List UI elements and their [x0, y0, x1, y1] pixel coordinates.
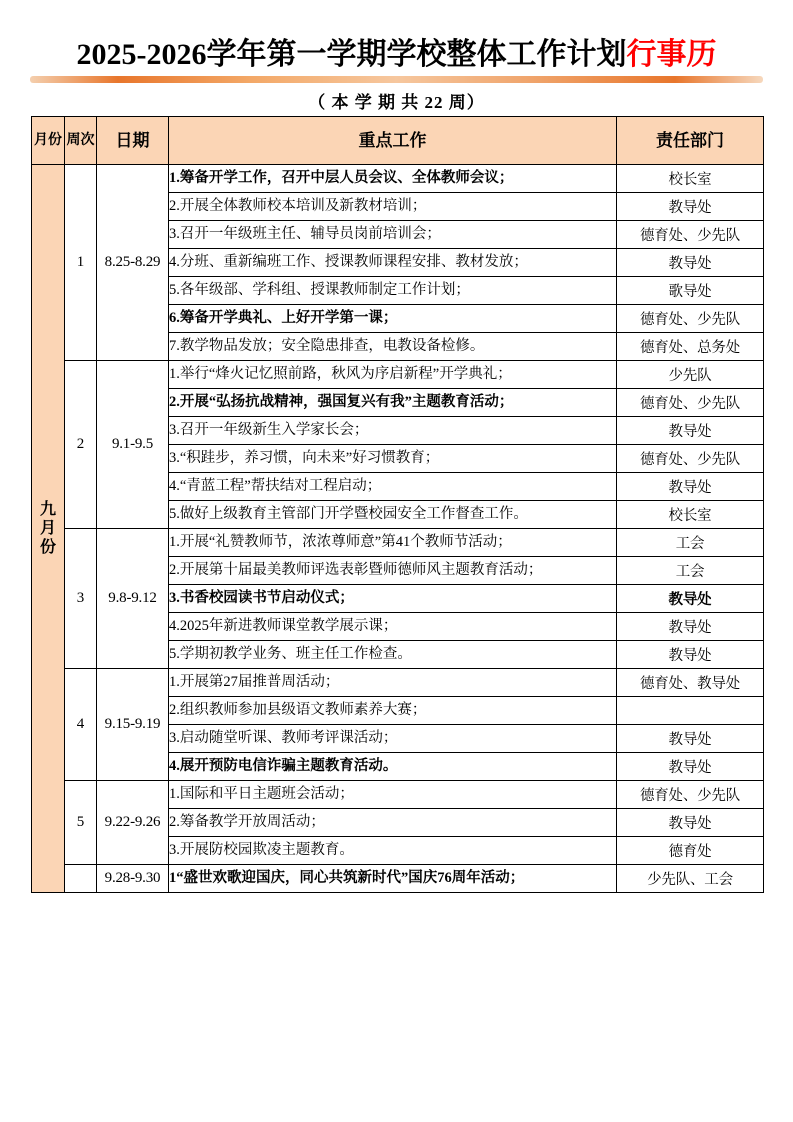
key-work-cell: 2.组织教师参加县级语文教师素养大赛；	[169, 697, 617, 725]
key-work-cell: 1.筹备开学工作，召开中层人员会议、全体教师会议；	[169, 165, 617, 193]
responsible-dept-cell: 教导处	[617, 473, 764, 501]
date-range-cell: 9.1-9.5	[97, 361, 169, 529]
key-work-cell: 3.召开一年级班主任、辅导员岗前培训会；	[169, 221, 617, 249]
month-label: 九月份	[39, 501, 56, 556]
key-work-cell: 4.展开预防电信诈骗主题教育活动。	[169, 753, 617, 781]
date-range-cell: 9.8-9.12	[97, 529, 169, 669]
responsible-dept-cell: 校长室	[617, 165, 764, 193]
week-number-cell: 4	[65, 669, 97, 781]
key-work-cell: 3.书香校园读书节启动仪式；	[169, 585, 617, 613]
key-work-cell: 3.“积跬步，养习惯，向未来”好习惯教育；	[169, 445, 617, 473]
key-work-cell: 3.开展防校园欺凌主题教育。	[169, 837, 617, 865]
responsible-dept-cell: 教导处	[617, 641, 764, 669]
responsible-dept-cell: 教导处	[617, 809, 764, 837]
key-work-cell: 2.开展全体教师校本培训及新教材培训；	[169, 193, 617, 221]
school-calendar-table	[31, 116, 764, 893]
responsible-dept-cell: 教导处	[617, 193, 764, 221]
table-row	[32, 165, 764, 193]
key-work-cell: 5.各年级部、学科组、授课教师制定工作计划；	[169, 277, 617, 305]
responsible-dept-cell: 工会	[617, 557, 764, 585]
column-header-work: 重点工作	[169, 117, 617, 165]
column-header-date: 日期	[97, 117, 169, 165]
key-work-cell: 4.分班、重新编班工作、授课教师课程安排、教材发放；	[169, 249, 617, 277]
responsible-dept-cell: 教导处	[617, 725, 764, 753]
table-row	[32, 669, 764, 697]
page-subtitle: （ 本 学 期 共 22 周）	[308, 93, 485, 112]
week-number-cell: 5	[65, 781, 97, 865]
week-number-cell: 2	[65, 361, 97, 529]
responsible-dept-cell: 歌导处	[617, 277, 764, 305]
date-range-cell: 9.22-9.26	[97, 781, 169, 865]
responsible-dept-cell: 教导处	[617, 753, 764, 781]
column-header-month: 月份	[32, 117, 65, 165]
page-title-main: 2025-2026学年第一学期学校整体工作计划	[76, 38, 627, 71]
key-work-cell: 4.2025年新进教师课堂教学展示课；	[169, 613, 617, 641]
date-range-cell: 8.25-8.29	[97, 165, 169, 361]
responsible-dept-cell: 教导处	[617, 613, 764, 641]
key-work-cell: 2.开展第十届最美教师评选表彰暨师德师风主题教育活动；	[169, 557, 617, 585]
key-work-cell: 4.“青蓝工程”帮扶结对工程启动；	[169, 473, 617, 501]
responsible-dept-cell: 教导处	[617, 585, 764, 613]
responsible-dept-cell: 少先队、工会	[617, 865, 764, 893]
responsible-dept-cell: 教导处	[617, 249, 764, 277]
responsible-dept-cell: 校长室	[617, 501, 764, 529]
table-row	[32, 529, 764, 557]
table-header	[32, 117, 764, 165]
week-number-cell: 3	[65, 529, 97, 669]
week-number-cell	[65, 865, 97, 893]
table-row	[32, 865, 764, 893]
date-range-cell: 9.28-9.30	[97, 865, 169, 893]
page-title	[0, 36, 793, 74]
key-work-cell: 1.开展第27届推普周活动；	[169, 669, 617, 697]
responsible-dept-cell: 德育处、少先队	[617, 305, 764, 333]
key-work-cell: 1“盛世欢歌迎国庆，同心共筑新时代”国庆76周年活动；	[169, 865, 617, 893]
responsible-dept-cell: 德育处、教导处	[617, 669, 764, 697]
responsible-dept-cell: 德育处、少先队	[617, 781, 764, 809]
key-work-cell: 6.筹备开学典礼、上好开学第一课；	[169, 305, 617, 333]
key-work-cell: 2.筹备教学开放周活动；	[169, 809, 617, 837]
responsible-dept-cell: 德育处、少先队	[617, 389, 764, 417]
responsible-dept-cell: 德育处、少先队	[617, 221, 764, 249]
key-work-cell: 3.启动随堂听课、教师考评课活动；	[169, 725, 617, 753]
responsible-dept-cell: 德育处、少先队	[617, 445, 764, 473]
key-work-cell: 1.举行“烽火记忆照前路，秋风为序启新程”开学典礼；	[169, 361, 617, 389]
responsible-dept-cell: 教导处	[617, 417, 764, 445]
responsible-dept-cell	[617, 697, 764, 725]
responsible-dept-cell: 德育处、总务处	[617, 333, 764, 361]
table-row	[32, 781, 764, 809]
column-header-dept: 责任部门	[617, 117, 764, 165]
column-header-week: 周次	[65, 117, 97, 165]
key-work-cell: 2.开展“弘扬抗战精神，强国复兴有我”主题教育活动；	[169, 389, 617, 417]
key-work-cell: 5.学期初教学业务、班主任工作检查。	[169, 641, 617, 669]
header-row	[32, 117, 764, 165]
title-underline-bar	[30, 76, 763, 83]
table-row	[32, 361, 764, 389]
key-work-cell: 7.教学物品发放；安全隐患排查，电教设备检修。	[169, 333, 617, 361]
date-range-cell: 9.15-9.19	[97, 669, 169, 781]
week-number-cell: 1	[65, 165, 97, 361]
month-cell	[32, 165, 65, 893]
key-work-cell: 1.开展“礼赞教师节，浓浓尊师意”第41个教师节活动；	[169, 529, 617, 557]
key-work-cell: 1.国际和平日主题班会活动；	[169, 781, 617, 809]
responsible-dept-cell: 少先队	[617, 361, 764, 389]
key-work-cell: 5.做好上级教育主管部门开学暨校园安全工作督查工作。	[169, 501, 617, 529]
responsible-dept-cell: 德育处	[617, 837, 764, 865]
table-body	[32, 165, 764, 893]
responsible-dept-cell: 工会	[617, 529, 764, 557]
page-title-accent: 行事历	[626, 38, 717, 71]
key-work-cell: 3.召开一年级新生入学家长会；	[169, 417, 617, 445]
